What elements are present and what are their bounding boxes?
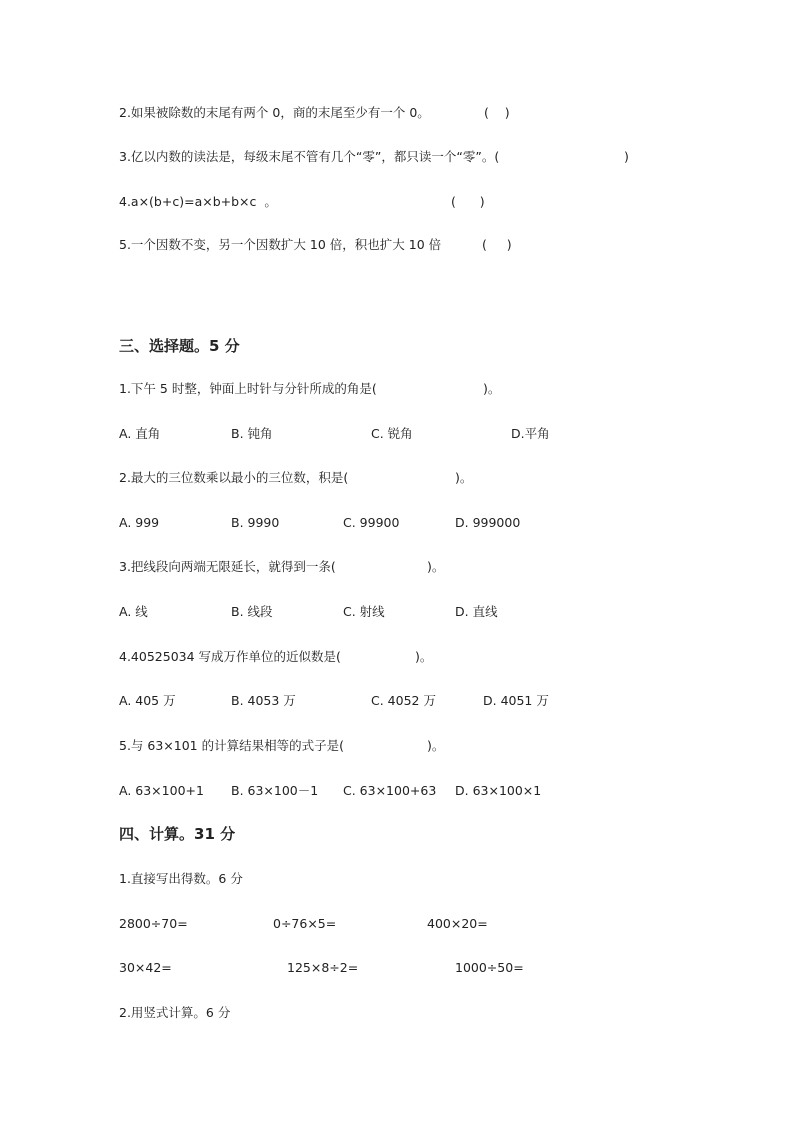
- choice-q5-close: )。: [427, 738, 445, 753]
- choice-q5-option-a[interactable]: A. 63×100+1: [119, 783, 204, 798]
- choice-q2-option-c[interactable]: C. 99900: [343, 515, 400, 530]
- choice-q5-stem: 5.与 63×101 的计算结果相等的式子是(: [119, 738, 344, 753]
- choice-q2-option-d[interactable]: D. 999000: [455, 515, 521, 530]
- choice-q3-option-c[interactable]: C. 射线: [343, 604, 385, 619]
- choice-q2-close: )。: [455, 470, 473, 485]
- calc-q2-title: 2.用竖式计算。6 分: [119, 1005, 231, 1020]
- choice-q5-option-d[interactable]: D. 63×100×1: [455, 783, 542, 798]
- judge-item-5-text: 5.一个因数不变，另一个因数扩大 10 倍，积也扩大 10 倍: [119, 237, 442, 252]
- calc-item: 1000÷50=: [455, 960, 524, 975]
- choice-q5-option-b[interactable]: B. 63×100－1: [231, 783, 319, 798]
- choice-q3-close: )。: [427, 559, 445, 574]
- choice-q2-option-a[interactable]: A. 999: [119, 515, 160, 530]
- judge-item-4-text: 4.a×(b+c)=a×b+b×c 。: [119, 194, 277, 209]
- judge-item-4-blank[interactable]: ( ): [451, 194, 485, 209]
- section4-title: 四、计算。31 分: [119, 825, 236, 843]
- judge-item-3-blank[interactable]: ): [624, 149, 629, 164]
- choice-q1-option-c[interactable]: C. 锐角: [371, 426, 413, 441]
- choice-q1-option-a[interactable]: A. 直角: [119, 426, 161, 441]
- choice-q3-stem: 3.把线段向两端无限延长，就得到一条(: [119, 559, 336, 574]
- choice-q1-option-d[interactable]: D.平角: [511, 426, 550, 441]
- choice-q4-option-c[interactable]: C. 4052 万: [371, 693, 436, 708]
- calc-item: 0÷76×5=: [273, 916, 337, 931]
- choice-q5-option-c[interactable]: C. 63×100+63: [343, 783, 437, 798]
- section3-title: 三、选择题。5 分: [119, 337, 240, 355]
- judge-item-3-text: 3.亿以内数的读法是，每级末尾不管有几个“零”，都只读一个“零”。(: [119, 149, 500, 164]
- choice-q3-option-b[interactable]: B. 线段: [231, 604, 273, 619]
- choice-q4-close: )。: [415, 649, 433, 664]
- choice-q1-option-b[interactable]: B. 钝角: [231, 426, 273, 441]
- choice-q4-option-d[interactable]: D. 4051 万: [483, 693, 549, 708]
- judge-item-2-text: 2.如果被除数的末尾有两个 0，商的末尾至少有一个 0。: [119, 105, 430, 120]
- calc-item: 2800÷70=: [119, 916, 188, 931]
- judge-item-2-blank[interactable]: ( ): [484, 105, 510, 120]
- choice-q1-stem: 1.下午 5 时整，钟面上时针与分针所成的角是(: [119, 381, 377, 396]
- choice-q2-stem: 2.最大的三位数乘以最小的三位数，积是(: [119, 470, 349, 485]
- choice-q3-option-a[interactable]: A. 线: [119, 604, 148, 619]
- calc-item: 400×20=: [427, 916, 488, 931]
- choice-q4-option-b[interactable]: B. 4053 万: [231, 693, 296, 708]
- calc-item: 125×8÷2=: [287, 960, 359, 975]
- choice-q2-option-b[interactable]: B. 9990: [231, 515, 280, 530]
- calc-q1-title: 1.直接写出得数。6 分: [119, 871, 243, 886]
- choice-q4-stem: 4.40525034 写成万作单位的近似数是(: [119, 649, 341, 664]
- choice-q3-option-d[interactable]: D. 直线: [455, 604, 498, 619]
- judge-item-5-blank[interactable]: ( ): [482, 237, 512, 252]
- choice-q1-close: )。: [483, 381, 501, 396]
- choice-q4-option-a[interactable]: A. 405 万: [119, 693, 176, 708]
- calc-item: 30×42=: [119, 960, 172, 975]
